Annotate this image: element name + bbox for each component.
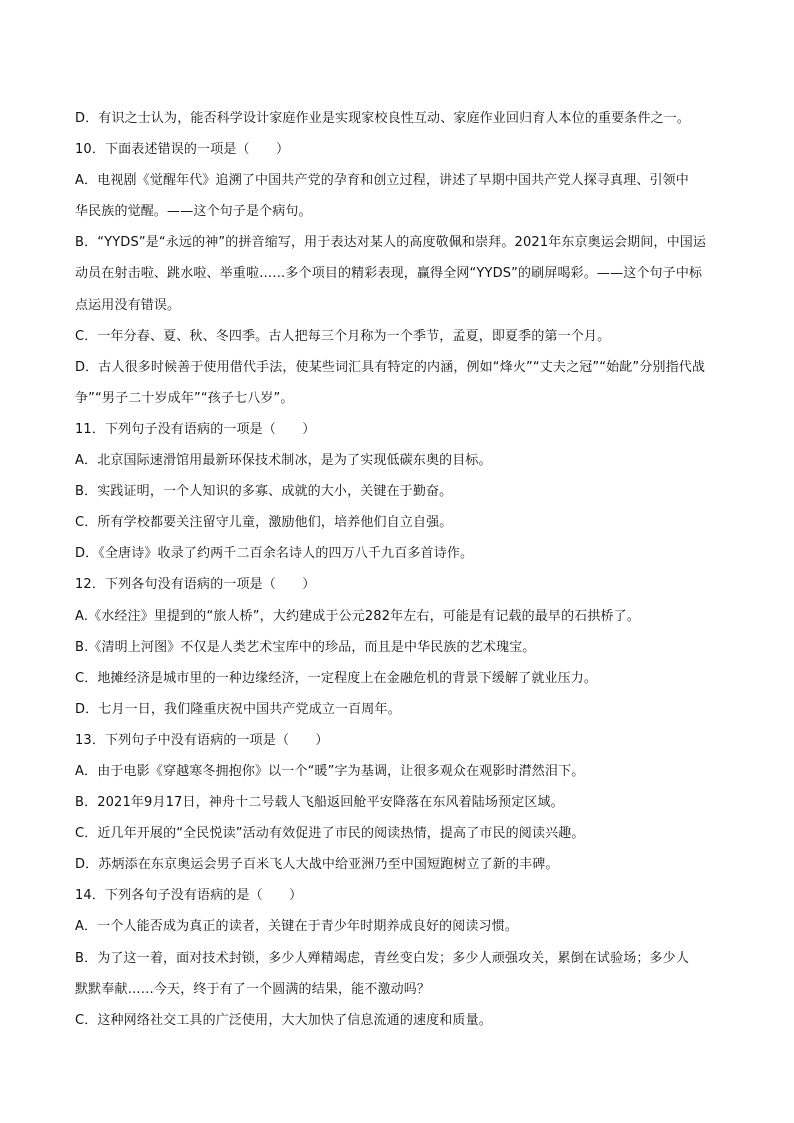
text-line: B．“YYDS”是“永远的神”的拼音缩写，用于表达对某人的高度敬佩和崇拜。2021年东京奥运会期间，中国运 [75, 235, 707, 251]
text-line: 争”“男子二十岁成年”“孩子七八岁”。 [75, 390, 294, 406]
document-body [75, 103, 725, 1036]
text-line: D．苏炳添在东京奥运会男子百米飞人大战中给亚洲乃至中国短跑树立了新的丰碑。 [75, 857, 559, 873]
text-line: D．七月一日，我们隆重庆祝中国共产党成立一百周年。 [75, 701, 401, 717]
question-heading: 10．下面表述错误的一项是（ ） [75, 142, 290, 158]
text-line: A.《水经注》里提到的“旅人桥”，大约建成于公元282年左右，可能是有记载的最早的石拱桥了。 [75, 608, 640, 624]
text-line: C．一年分春、夏、秋、冬四季。古人把每三个月称为一个季节，孟夏，即夏季的第一个月。 [75, 328, 611, 344]
text-line: D．有识之士认为，能否科学设计家庭作业是实现家校良性互动、家庭作业回归育人本位的重要条件之一。 [75, 111, 691, 126]
text-line: C．近几年开展的“全民悦读”活动有效促进了市民的阅读热情，提高了市民的阅读兴趣。 [75, 826, 585, 842]
question-heading: 11．下列句子没有语病的一项是（ ） [75, 421, 316, 437]
text-line: D．古人很多时候善于使用借代手法，使某些词汇具有特定的内涵，例如“烽火”“丈夫之冠”“始龀”分别指代战 [75, 359, 706, 375]
question-heading: 12．下列各句没有语病的一项是（ ） [75, 577, 316, 593]
text-line: 动员在射击啦、跳水啦、举重啦……多个项目的精彩表现，赢得全网“YYDS”的刷屏喝彩。——这个句子中标 [75, 266, 703, 282]
text-line: A．电视剧《觉醒年代》追溯了中国共产党的孕育和创立过程，讲述了早期中国共产党人探寻真理、引领中 [75, 173, 689, 189]
text-line: C．地摊经济是城市里的一种边缘经济，一定程度上在金融危机的背景下缓解了就业压力。 [75, 670, 598, 686]
question-heading: 14．下列各句子没有语病的是（ ） [75, 888, 303, 904]
text-line: B．2021年9月17日，神舟十二号载人飞船返回舱平安降落在东风着陆场预定区域。 [75, 795, 564, 811]
text-line: B.《清明上河图》不仅是人类艺术宝库中的珍品，而且是中华民族的艺术瑰宝。 [75, 639, 536, 655]
text-line: D．《全唐诗》收录了约两千二百余名诗人的四万八千九百多首诗作。 [75, 546, 474, 562]
text-line: B．实践证明，一个人知识的多寡、成就的大小，关键在于勤奋。 [75, 484, 453, 500]
text-line: 默默奉献……今天，终于有了一个圆满的结果，能不激动吗？ [75, 981, 431, 997]
question-heading: 13．下列句子中没有语病的一项是（ ） [75, 732, 329, 748]
text-line: A．由于电影《穿越寒冬拥抱你》以一个“暖”字为基调，让很多观众在观影时潸然泪下。 [75, 763, 585, 779]
text-line: A．北京国际速滑馆用最新环保技术制冰，是为了实现低碳东奥的目标。 [75, 453, 492, 469]
text-line: 华民族的觉醒。——这个句子是个病句。 [75, 204, 312, 220]
text-line: A．一个人能否成为真正的读者，关键在于青少年时期养成良好的阅读习惯。 [75, 919, 518, 935]
text-line: B．为了这一着，面对技术封锁，多少人殚精竭虑，青丝变白发；多少人顽强攻关，累倒在试验场；多少人 [75, 950, 689, 966]
text-line: C．这种网络社交工具的广泛使用，大大加快了信息流通的速度和质量。 [75, 1012, 492, 1028]
text-line: C．所有学校都要关注留守儿童，激励他们，培养他们自立自强。 [75, 515, 453, 531]
text-line: 点运用没有错误。 [75, 297, 181, 313]
